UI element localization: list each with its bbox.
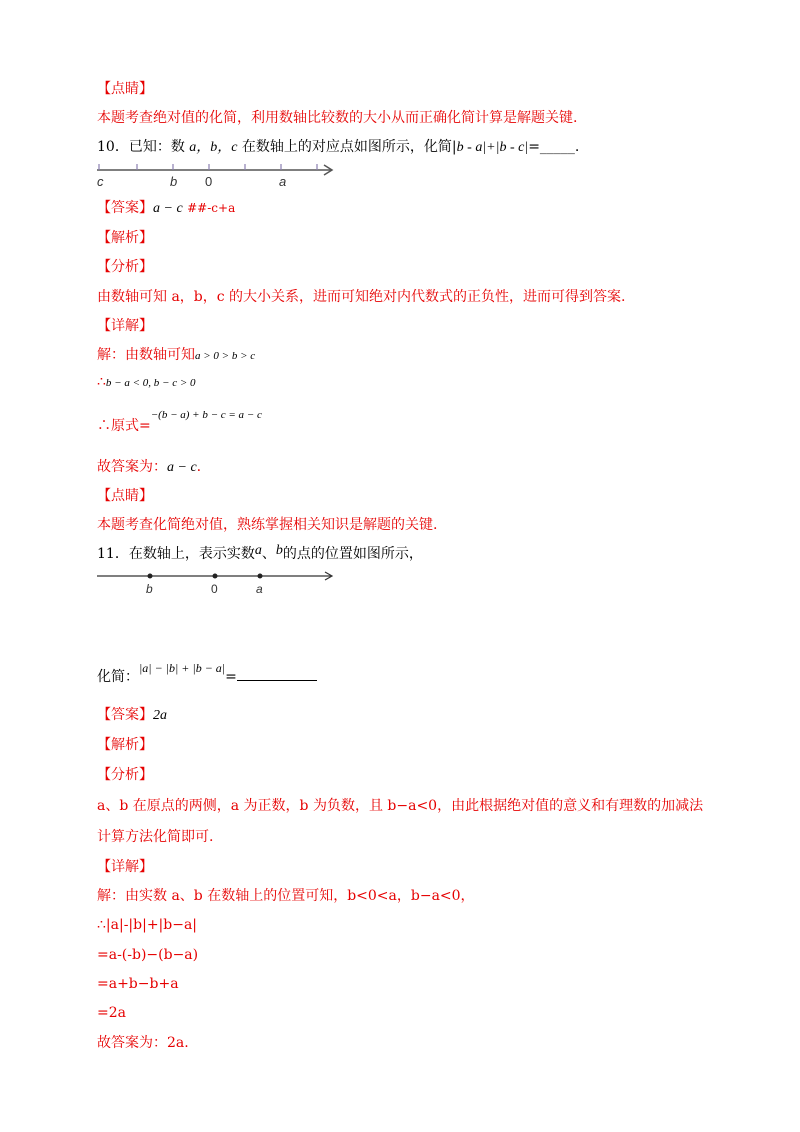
q11-step2: ∴|a|-|b|+|b−a| — [97, 917, 198, 933]
q10-xiangjie-label: 【详解】 — [97, 318, 153, 334]
q10-step3-math: −(b − a) + b − c = a − c — [150, 409, 262, 421]
q10-question-vars: a，b，c — [189, 140, 238, 155]
q11-question-sep: 、 — [261, 546, 276, 562]
q11-fenxi-text-2: 计算方法化简即可. — [97, 829, 214, 845]
q11-jiexi-label: 【解析】 — [97, 737, 153, 753]
q9-dianjing-label: 【点睛】 — [97, 81, 153, 97]
q11-answer — [97, 706, 167, 725]
q10-jiexi-label: 【解析】 — [97, 230, 153, 246]
q10-answer — [97, 199, 235, 218]
q11-label-a: a — [256, 582, 263, 596]
q10-dianjing-label: 【点睛】 — [97, 488, 153, 504]
q11-question-suffix: 的点的位置如图所示， — [282, 546, 423, 562]
q11-fenxi-label: 【分析】 — [97, 767, 153, 783]
q11-xiangjie-label: 【详解】 — [97, 859, 153, 875]
q10-conclusion — [97, 458, 201, 477]
q10-step3 — [97, 409, 262, 436]
q11-answer-math: 2a — [153, 708, 167, 723]
q10-answer-math: a − c — [153, 201, 183, 216]
q10-conclusion-text: 故答案为： — [97, 459, 167, 475]
q10-fenxi-label: 【分析】 — [97, 259, 153, 275]
q10-question-mid: 在数轴上的对应点如图所示，化简| — [237, 139, 457, 155]
q10-conclusion-end: . — [196, 459, 202, 475]
q10-question-expr: b - a|+|b - c| — [456, 140, 529, 155]
q10-label-b: b — [170, 174, 178, 189]
q10-step2-prefix: ∴ — [97, 374, 106, 390]
q10-step2-math: b − a < 0, b − c > 0 — [105, 377, 196, 389]
q11-question-prefix: 11．在数轴上，表示实数 — [97, 546, 255, 562]
q11-step5: =2a — [97, 1005, 126, 1021]
q11-question-var-b: b — [275, 543, 283, 558]
q10-label-0: 0 — [205, 174, 213, 189]
q10-question-suffix: =_____. — [528, 139, 580, 155]
q10-step1 — [97, 346, 255, 365]
q11-answer-blank — [237, 680, 317, 681]
q11-number-line — [95, 568, 340, 600]
q11-fenxi-text-1: a、b 在原点的两侧，a 为正数，b 为负数，且 b−a<0，由此根据绝对值的意义和有理数的加减法 — [97, 798, 704, 814]
q11-label-0: 0 — [211, 582, 218, 596]
q10-step1-math: a > 0 > b > c — [195, 350, 256, 362]
q11-question — [97, 545, 423, 564]
q10-question — [97, 138, 579, 157]
q10-label-a: a — [279, 174, 287, 189]
q10-dianjing-text: 本题考查化简绝对值，熟练掌握相关知识是解题的关键. — [97, 517, 438, 533]
q10-step3-prefix: ∴原式= — [97, 418, 151, 434]
q11-step3: =a-(-b)−(b−a) — [97, 947, 199, 963]
q10-conclusion-math: a − c — [167, 460, 197, 475]
q9-dianjing-text: 本题考查绝对值的化简，利用数轴比较数的大小从而正确化简计算是解题关键. — [97, 110, 578, 126]
q11-label-b: b — [146, 582, 153, 596]
q11-step1: 解：由实数 a、b 在数轴上的位置可知，b<0<a，b−a<0， — [97, 888, 475, 904]
q10-answer-alt: ##-c+a — [187, 201, 236, 215]
q11-simplify-eq: = — [225, 669, 237, 685]
q10-step2 — [97, 373, 196, 392]
q11-question-var-a: a — [254, 543, 262, 558]
q10-question-prefix: 10．已知：数 — [97, 139, 190, 155]
q10-number-line — [95, 160, 340, 192]
q10-step1-text: 解：由数轴可知 — [97, 347, 195, 363]
q11-step4: =a+b−b+a — [97, 976, 179, 992]
q10-label-c: c — [97, 174, 104, 189]
q11-simplify — [97, 661, 317, 686]
q11-conclusion: 故答案为：2a. — [97, 1035, 189, 1051]
q10-answer-label: 【答案】 — [97, 200, 153, 216]
q11-simplify-expr: |a| − |b| + |b − a| — [139, 661, 226, 675]
q10-fenxi-text: 由数轴可知 a，b，c 的大小关系，进而可知绝对内代数式的正负性，进而可得到答案. — [97, 289, 626, 305]
q11-answer-label: 【答案】 — [97, 707, 153, 723]
q11-simplify-label: 化简： — [97, 669, 139, 685]
